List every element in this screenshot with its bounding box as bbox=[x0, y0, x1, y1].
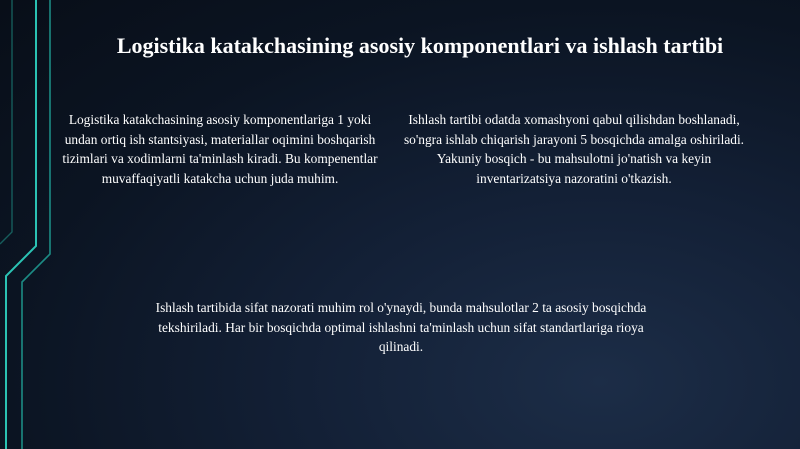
decorative-line-outer bbox=[6, 0, 36, 449]
paragraph-workflow: Ishlash tartibi odatda xomashyoni qabul qilishdan boshlanadi, so'ngra ishlab chiqarish jarayoni 5 bosqichda amalga oshiriladi. Yakuniy bosqich - bu mahsulotni jo'natish va keyin inventarizatsiya nazoratini o'tkazish. bbox=[403, 112, 745, 186]
paragraph-quality-control: Ishlash tartibida sifat nazorati muhim rol o'ynaydi, bunda mahsulotlar 2 ta asosiy bosqichda tekshiriladi. Har bir bosqichda optimal ishlashni ta'minlash uchun sifat standartlariga rioya qilinadi. bbox=[155, 300, 647, 354]
paragraph-components: Logistika katakchasining asosiy komponentlariga 1 yoki undan ortiq ish stantsiyasi, materiallar oqimini boshqarish tizimlari va xodimlarni ta'minlash kiradi. Bu kompenentlar muvaffaqiyatli katakcha uchun juda muhim. bbox=[62, 112, 378, 186]
decorative-lines bbox=[0, 0, 70, 449]
slide-title: Logistika katakchasining asosiy komponentlari va ishlash tartibi bbox=[116, 33, 724, 58]
decorative-line-inner bbox=[0, 0, 12, 244]
